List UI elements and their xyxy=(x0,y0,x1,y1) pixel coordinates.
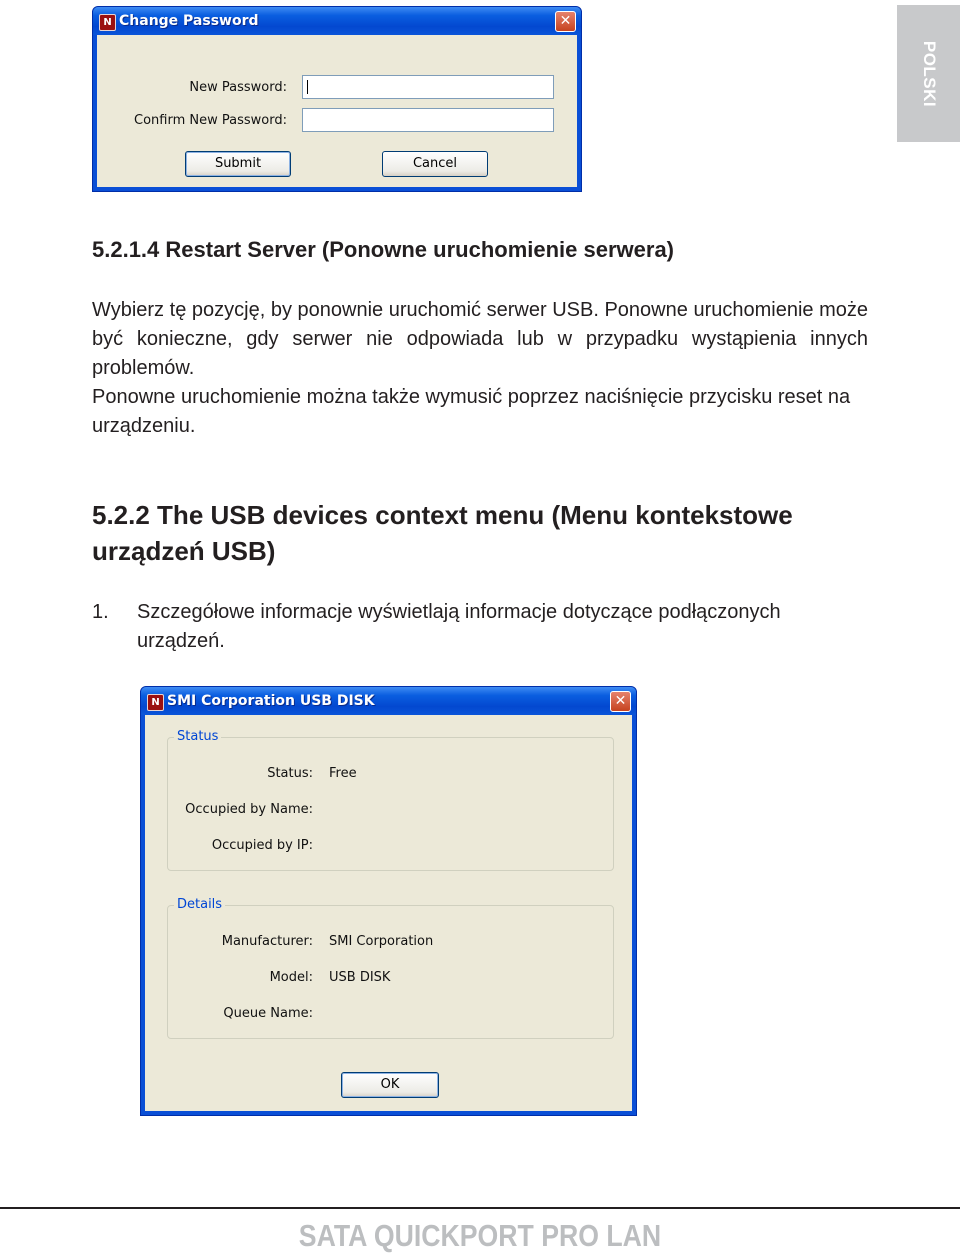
details-group xyxy=(167,897,614,1039)
cancel-button[interactable]: Cancel xyxy=(382,151,488,177)
confirm-password-input[interactable] xyxy=(302,108,554,132)
restart-paragraph-2: Ponowne uruchomienie można także wymusić poprzez naciśnięcie przycisku reset na urządzeniu. xyxy=(92,386,851,437)
status-group-legend: Status xyxy=(174,729,221,744)
status-value: Free xyxy=(329,766,357,781)
dialog-title: Change Password xyxy=(119,13,259,29)
queue-name-label: Queue Name: xyxy=(223,1006,313,1021)
new-password-input[interactable] xyxy=(302,75,554,99)
new-password-label: New Password: xyxy=(189,80,287,95)
close-icon[interactable]: ✕ xyxy=(555,11,576,32)
dialog-title: SMI Corporation USB DISK xyxy=(167,693,375,709)
close-icon[interactable]: ✕ xyxy=(610,691,631,712)
usb-disk-dialog xyxy=(140,686,637,1116)
change-password-dialog xyxy=(92,6,582,192)
app-icon: N xyxy=(147,694,164,711)
list-item-number: 1. xyxy=(92,601,109,623)
occupied-ip-label: Occupied by IP: xyxy=(211,838,313,853)
status-label: Status: xyxy=(267,766,313,781)
submit-button[interactable]: Submit xyxy=(185,151,291,177)
footer-divider xyxy=(0,1207,960,1209)
text-caret xyxy=(307,80,308,94)
status-group xyxy=(167,729,614,871)
language-tab-label: POLSKI xyxy=(919,40,939,107)
model-label: Model: xyxy=(269,970,313,985)
language-tab xyxy=(897,5,960,142)
occupied-name-label: Occupied by Name: xyxy=(185,802,313,817)
restart-server-heading: 5.2.1.4 Restart Server (Ponowne uruchomienie serwera) xyxy=(92,237,675,262)
usb-disk-titlebar[interactable] xyxy=(141,687,636,715)
usb-disk-body xyxy=(145,715,632,1111)
ok-button[interactable]: OK xyxy=(341,1072,439,1098)
manufacturer-value: SMI Corporation xyxy=(329,934,434,949)
restart-paragraph-1: Wybierz tę pozycję, by ponownie uruchomić serwer USB. Ponowne uruchomienie może być konieczne, gdy serwer nie odpowiada lub w przypadku wystąpienia innych problemów. xyxy=(92,299,868,379)
app-icon: N xyxy=(99,14,116,31)
usb-menu-heading-line2: urządzeń USB) xyxy=(92,536,276,566)
list-item-text: Szczegółowe informacje wyświetlają informacje dotyczące podłączonych urządzeń. xyxy=(137,601,781,652)
manufacturer-label: Manufacturer: xyxy=(221,934,313,949)
change-password-titlebar[interactable] xyxy=(93,7,581,35)
usb-menu-heading-line1: 5.2.2 The USB devices context menu (Menu kontekstowe xyxy=(92,500,793,530)
confirm-password-label: Confirm New Password: xyxy=(134,113,287,128)
footer-title: SATA QUICKPORT PRO LAN xyxy=(298,1218,662,1253)
details-group-legend: Details xyxy=(174,897,225,912)
change-password-body xyxy=(97,35,577,187)
model-value: USB DISK xyxy=(329,970,391,985)
